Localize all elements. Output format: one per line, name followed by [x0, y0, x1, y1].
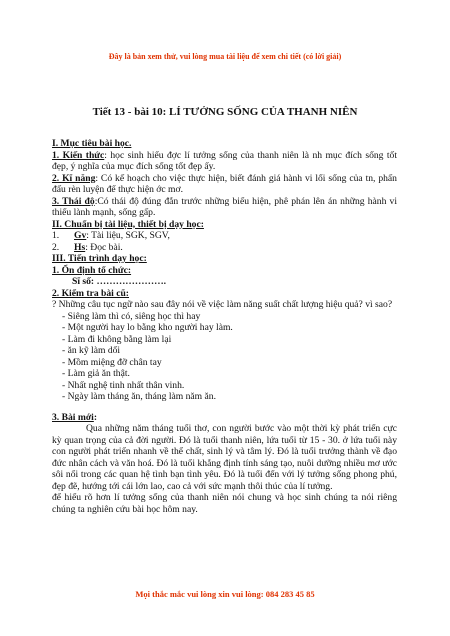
prep-student-num: 2. [52, 241, 60, 253]
prep-teacher [52, 230, 397, 242]
objective-attitude [52, 196, 397, 219]
section-3-heading: III. Tiến trình dạy học: [52, 253, 147, 264]
document-body [52, 138, 397, 515]
spacer [52, 403, 397, 412]
proverb-item: - Mồm miệng đỡ chân tay [62, 356, 162, 368]
attendance-line: Sĩ số: …………………. [72, 276, 167, 287]
prep-teacher-num: 1. [52, 230, 60, 241]
preview-notice: Đây là bản xem thử, vui lòng mua tài liệu để xem chi tiết (có lời giải) [108, 52, 342, 61]
objective-knowledge-text: : học sinh hiểu đợc lí tưởng sống của thanh niên là nh mục đích sống tốt đẹp, ý nghĩa của mục đích sống tốt đẹp ấy. [52, 149, 397, 172]
proverb-item: - Siêng làm thì có, siêng học thì hay [62, 310, 201, 322]
lesson-title: Tiết 13 - bài 10: LÍ TƯỞNG SỐNG CỦA THANH NIÊN [92, 106, 358, 118]
prep-student [52, 242, 397, 254]
proverb-item: - Làm giả ăn thật. [62, 368, 130, 379]
objective-skill-text: : Có kế hoạch cho việc thực hiện, biết đánh giá hành vi lối sống của tn, phấn đấu rèn luyện để thực hiện ớc mơ. [52, 172, 397, 195]
proverb-item: - Nhất nghệ tinh nhất thân vinh. [62, 379, 185, 391]
objective-skill [52, 173, 397, 196]
contact-footer: Mọi thắc mắc vui lòng xin vui lòng: 084 283 45 85 [135, 589, 315, 599]
proverb-item: - ăn kỹ làm dối [62, 345, 121, 356]
review-question: ? Những câu tục ngữ nào sau đây nói về việc làm năng suất chất lượng hiệu quả? vì sao? [52, 299, 393, 310]
prep-student-label: Hs [74, 241, 86, 253]
objective-attitude-label: 3. Thái độ [52, 195, 95, 207]
prep-student-text: : Đọc bài. [85, 241, 123, 253]
step-3-label: 3. Bài mới [52, 411, 94, 423]
proverb-item: - Một người hay lo bằng kho người hay làm. [62, 322, 233, 333]
objective-knowledge [52, 150, 397, 173]
objective-skill-label: 2. Kĩ năng [52, 172, 96, 184]
section-2-heading: II. Chuẩn bị tài liệu, thiết bị dạy học: [52, 218, 204, 230]
step-3: 3. Bài mới: [52, 411, 98, 423]
prep-teacher-text: : Tài liệu, SGK, SGV, [86, 230, 170, 241]
new-lesson-paragraph: Qua những năm tháng tuổi thơ, con người bước vào một thời kỳ phát triển cực kỳ quan trọng của cả đời người. Đó là tuổi thanh niên, lứa tuổi từ 15 - 30. ở lứa tuổi này con người phát triển nhanh về thể chất, sinh lý và tâm lý. Đó là tuổi trưởng thành về đạo đức nhân cách và văn hoá. Đó là tuổi khẳng định tính sáng tạo, nuôi dưỡng nhiều mơ ước sôi nổi trong các quan hệ tình bạn tình yêu. Đó là tuổi đến với lý tưởng sống phong phú, đẹp đẽ, hướng tới cái lớn lao, cao cả với sức mạnh thôi thúc của lí tưởng. [52, 423, 397, 492]
prep-teacher-label: Gv [74, 230, 87, 241]
new-lesson-intro: để hiểu rõ hơn lí tưởng sống của thanh niên nói chung và học sinh chúng ta nói riêng chúng ta nghiên cứu bài học hôm nay. [52, 492, 397, 515]
step-1-label: 1. Ổn định tổ chức: [52, 264, 132, 276]
objective-knowledge-label: 1. Kiến thức [52, 149, 105, 161]
section-1-heading: I. Mục tiêu bài học. [52, 138, 132, 149]
step-2-label: 2. Kiểm tra bài cũ: [52, 287, 130, 299]
proverb-item: - Làm đi không bằng làm lại [62, 333, 172, 345]
proverb-item: - Ngày làm tháng ăn, tháng làm năm ăn. [62, 391, 216, 402]
objective-attitude-text: :Có thái độ đúng đắn trước những biểu hiện, phê phán lên án những hành vi thiếu lành mạnh, sống gấp. [52, 195, 398, 218]
